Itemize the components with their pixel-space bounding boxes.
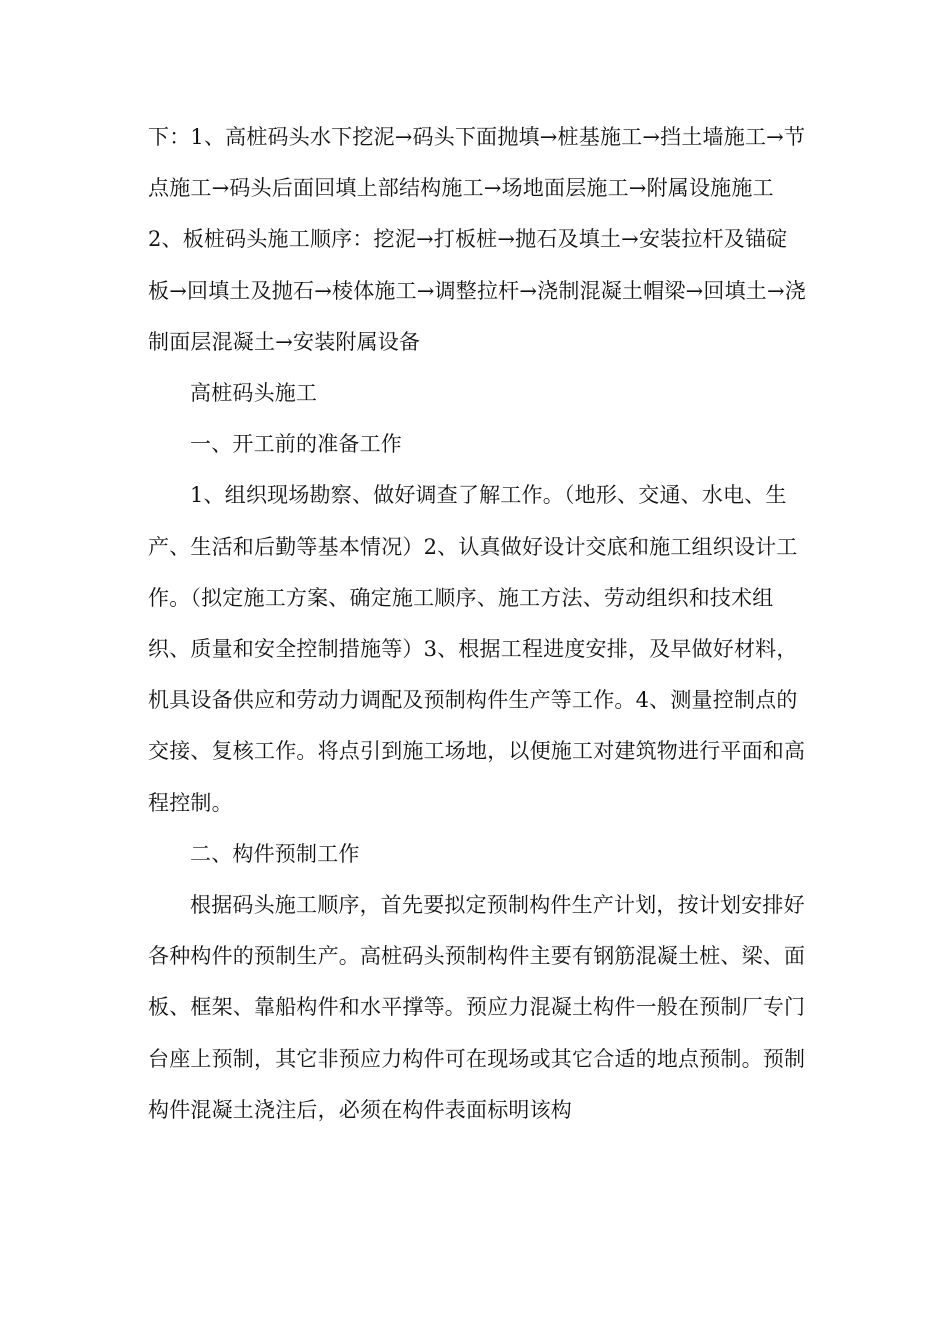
heading-preparation: 一、开工前的准备工作 xyxy=(190,432,402,457)
paragraph-preparation-tasks: 1、组织现场勘察、做好调查了解工作。（地形、交通、水电、生产、生活和后勤等基本情况）2、认真做好设计交底和施工组织设计工作。（拟定施工方案、确定施工顺序、施工方法、劳动组织和技术组织、质量和安全控制措施等）3、根据工程进度安排，及早做好材料，机具设备供应和劳动力调配及预制构件生产等工作。4、测量控制点的交接、复核工作。将点引到施工场地，以便施工对建筑物进行平面和高程控制。 xyxy=(148,483,806,815)
document-body xyxy=(148,112,808,1136)
heading-prefabrication: 二、构件预制工作 xyxy=(190,841,360,866)
paragraph-construction-sequence: 下：1、高桩码头水下挖泥→码头下面抛填→桩基施工→挡土墙施工→节点施工→码头后面回填上部结构施工→场地面层施工→附属设施施工 2、板桩码头施工顺序：挖泥→打板桩→抛石及填土→安装拉杆及锚碇板→回填土及抛石→棱体施工→调整拉杆→浇制混凝土帽梁→回填土→浇制面层混凝土→安装附属设备 xyxy=(148,125,806,354)
heading-high-pile-wharf: 高桩码头施工 xyxy=(190,381,318,406)
paragraph-prefabrication: 根据码头施工顺序，首先要拟定预制构件生产计划，按计划安排好各种构件的预制生产。高桩码头预制构件主要有钢筋混凝土桩、梁、面板、框架、靠船构件和水平撑等。预应力混凝土构件一般在预制厂专门台座上预制，其它非预应力构件可在现场或其它合适的地点预制。预制构件混凝土浇注后，必须在构件表面标明该构 xyxy=(148,893,806,1122)
